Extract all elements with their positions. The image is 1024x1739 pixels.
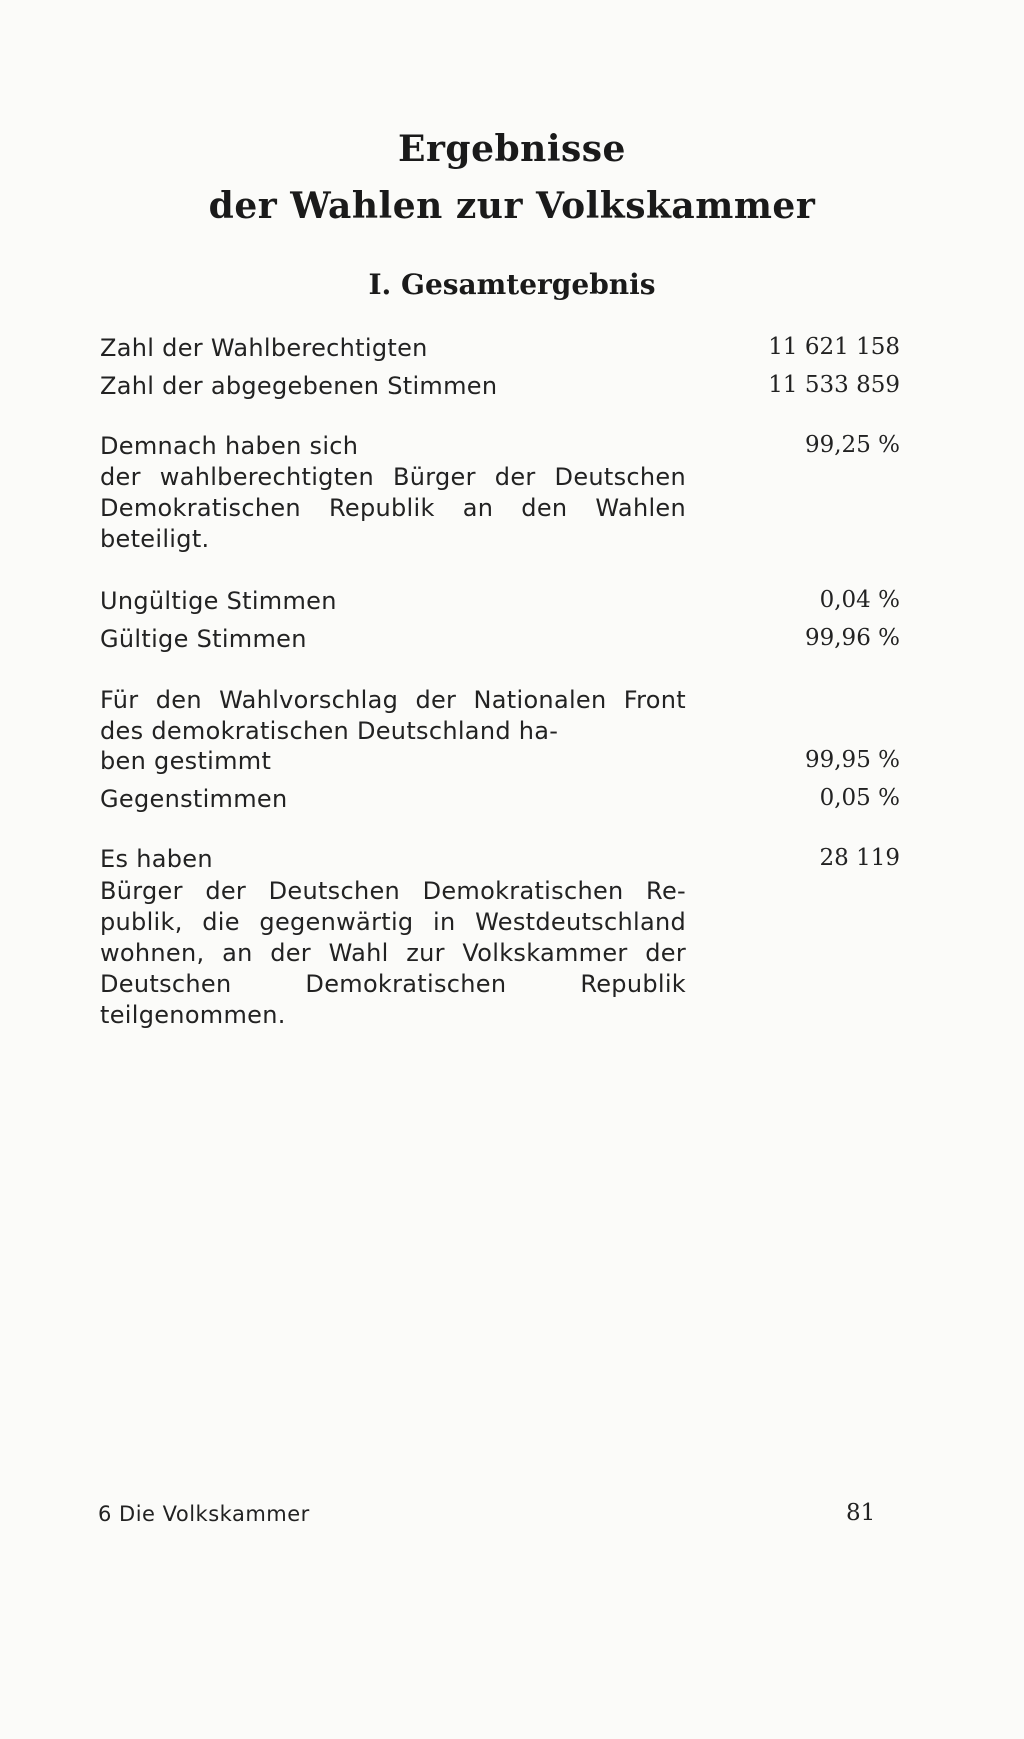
votes-for-row bbox=[100, 747, 900, 787]
eligible-voters-row bbox=[100, 334, 900, 374]
participation-value: 99,25 % bbox=[804, 432, 900, 458]
votes-cast-label: Zahl der abgegebenen Stimmen bbox=[100, 372, 498, 400]
votes-against-label: Gegenstimmen bbox=[100, 785, 288, 813]
votes-cast-row bbox=[100, 372, 900, 412]
printer-signature: 6 Die Volkskammer bbox=[98, 1502, 310, 1526]
votes-cast-value: 11 533 859 bbox=[768, 372, 900, 398]
valid-votes-value: 99,96 % bbox=[804, 625, 900, 651]
invalid-votes-value: 0,04 % bbox=[819, 587, 900, 613]
votes-for-label: ben gestimmt bbox=[100, 747, 272, 775]
participation-first-line: Demnach haben sich bbox=[100, 432, 359, 460]
document-title-line2: der Wahlen zur Volkskammer bbox=[208, 185, 816, 227]
eligible-voters-label: Zahl der Wahlberechtigten bbox=[100, 334, 428, 362]
valid-votes-label: Gültige Stimmen bbox=[100, 625, 307, 653]
invalid-votes-label: Ungültige Stimmen bbox=[100, 587, 337, 615]
national-front-text: Für den Wahlvorschlag der Nationalen Front des demokratischen Deutschland ha- bbox=[100, 686, 686, 745]
invalid-votes-row bbox=[100, 587, 900, 627]
section-heading: I. Gesamtergebnis bbox=[368, 268, 656, 301]
page-number: 81 bbox=[846, 1500, 876, 1526]
participation-text: der wahlberechtigten Bürger der Deutschen Demokratischen Republik an den Wahlen beteiligt. bbox=[100, 463, 686, 553]
west-germany-text: Bürger der Deutschen Demokratischen Re-publik, die gegenwärtig in Westdeutschland wohnen, an der Wahl zur Volkskammer der Deutschen Demokratischen Republik teilgenommen. bbox=[100, 877, 686, 1029]
votes-against-row bbox=[100, 785, 900, 825]
west-germany-value: 28 119 bbox=[819, 845, 900, 871]
votes-for-value: 99,95 % bbox=[804, 747, 900, 773]
document-title-line1: Ergebnisse bbox=[398, 128, 626, 170]
valid-votes-row bbox=[100, 625, 900, 665]
eligible-voters-value: 11 621 158 bbox=[768, 334, 900, 360]
votes-against-value: 0,05 % bbox=[819, 785, 900, 811]
west-germany-first-line: Es haben bbox=[100, 845, 213, 873]
